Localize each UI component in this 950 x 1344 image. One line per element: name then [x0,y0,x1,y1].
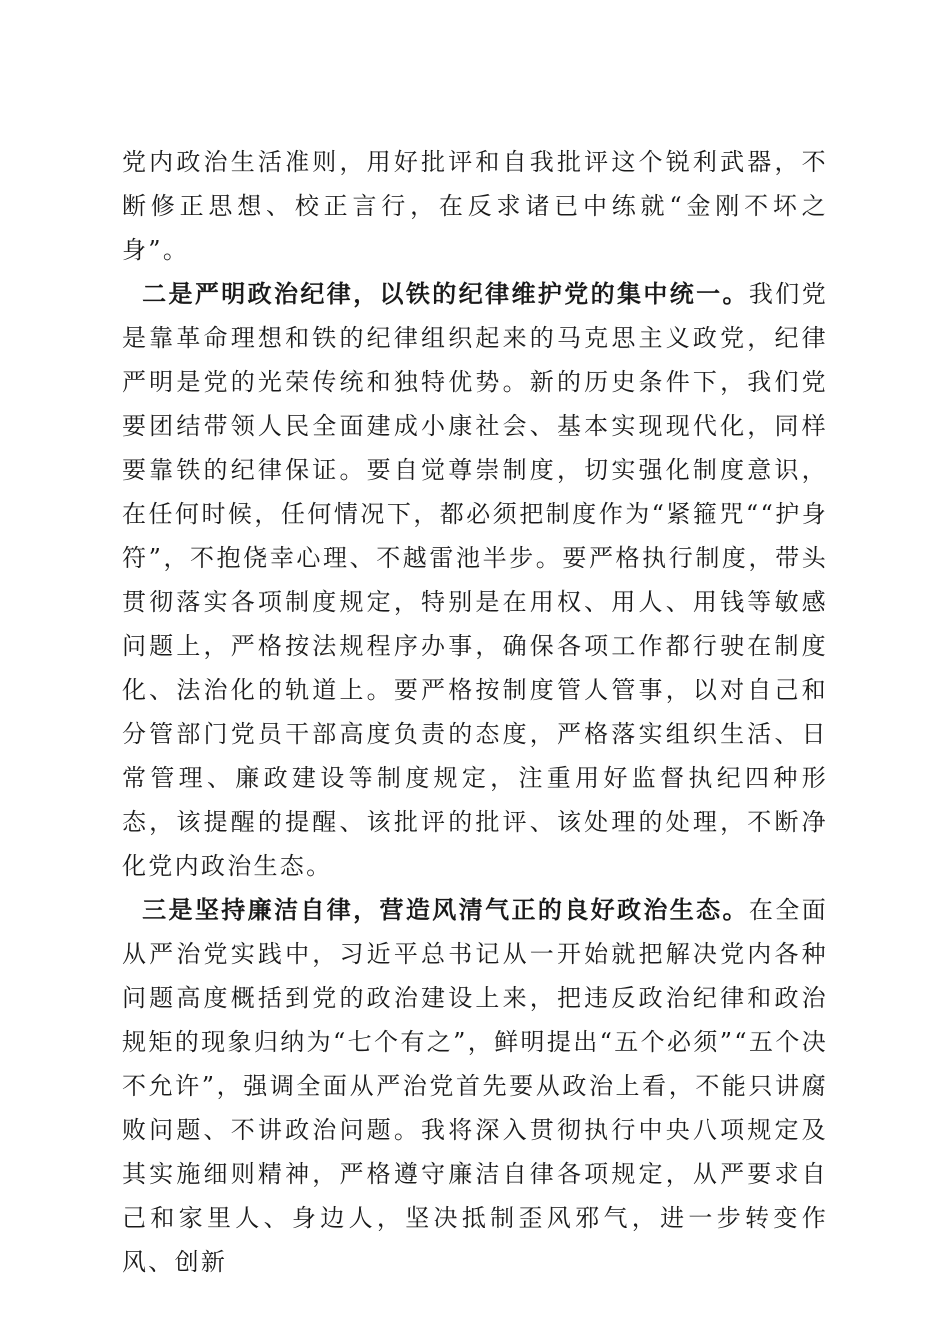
paragraph-text: 我们党是靠革命理想和铁的纪律组织起来的马克思主义政党，纪律严明是党的光荣传统和独特优势。新的历史条件下，我们党要团结带领人民全面建成小康社会、基本实现现代化，同样要靠铁的纪律保证。要自觉尊崇制度，切实强化制度意识，在任何时候，任何情况下，都必须把制度作为“紧箍咒““护身符”，不抱侥幸心理、不越雷池半步。要严格执行制度，带头贯彻落实各项制度规定，特别是在用权、用人、用钱等敏感问题上，严格按法规程序办事，确保各项工作都行驶在制度化、法治化的轨道上。要严格按制度管人管事，以对自己和分管部门党员干部高度负责的态度，严格落实组织生活、日常管理、廉政建设等制度规定，注重用好监督执纪四种形态，该提醒的提醒、该批评的批评、该处理的处理，不断净化党内政治生态。 [122,280,828,880]
paragraph-lead: 三是坚持廉洁自律，营造风清气正的良好政治生态。 [142,895,749,924]
paragraph-political-discipline [122,272,828,888]
paragraph-lead: 二是严明政治纪律，以铁的纪律维护党的集中统一。 [142,279,749,308]
paragraph-continuation [122,140,828,272]
paragraph-text: 党内政治生活准则，用好批评和自我批评这个锐利武器，不断修正思想、校正言行，在反求诸已中练就“金刚不坏之身”。 [122,148,828,264]
paragraph-integrity [122,888,828,1284]
paragraph-text: 在全面从严治党实践中，习近平总书记从一开始就把解决党内各种问题高度概括到党的政治建设上来，把违反政治纪律和政治规矩的现象归纳为“七个有之”，鲜明提出“五个必须”“五个决不允许”，强调全面从严治党首先要从政治上看，不能只讲腐败问题、不讲政治问题。我将深入贯彻执行中央八项规定及其实施细则精神，严格遵守廉洁自律各项规定，从严要求自己和家里人、身边人，坚决抵制歪风邪气，进一步转变作风、创新 [122,896,828,1276]
document-body [122,140,828,1284]
